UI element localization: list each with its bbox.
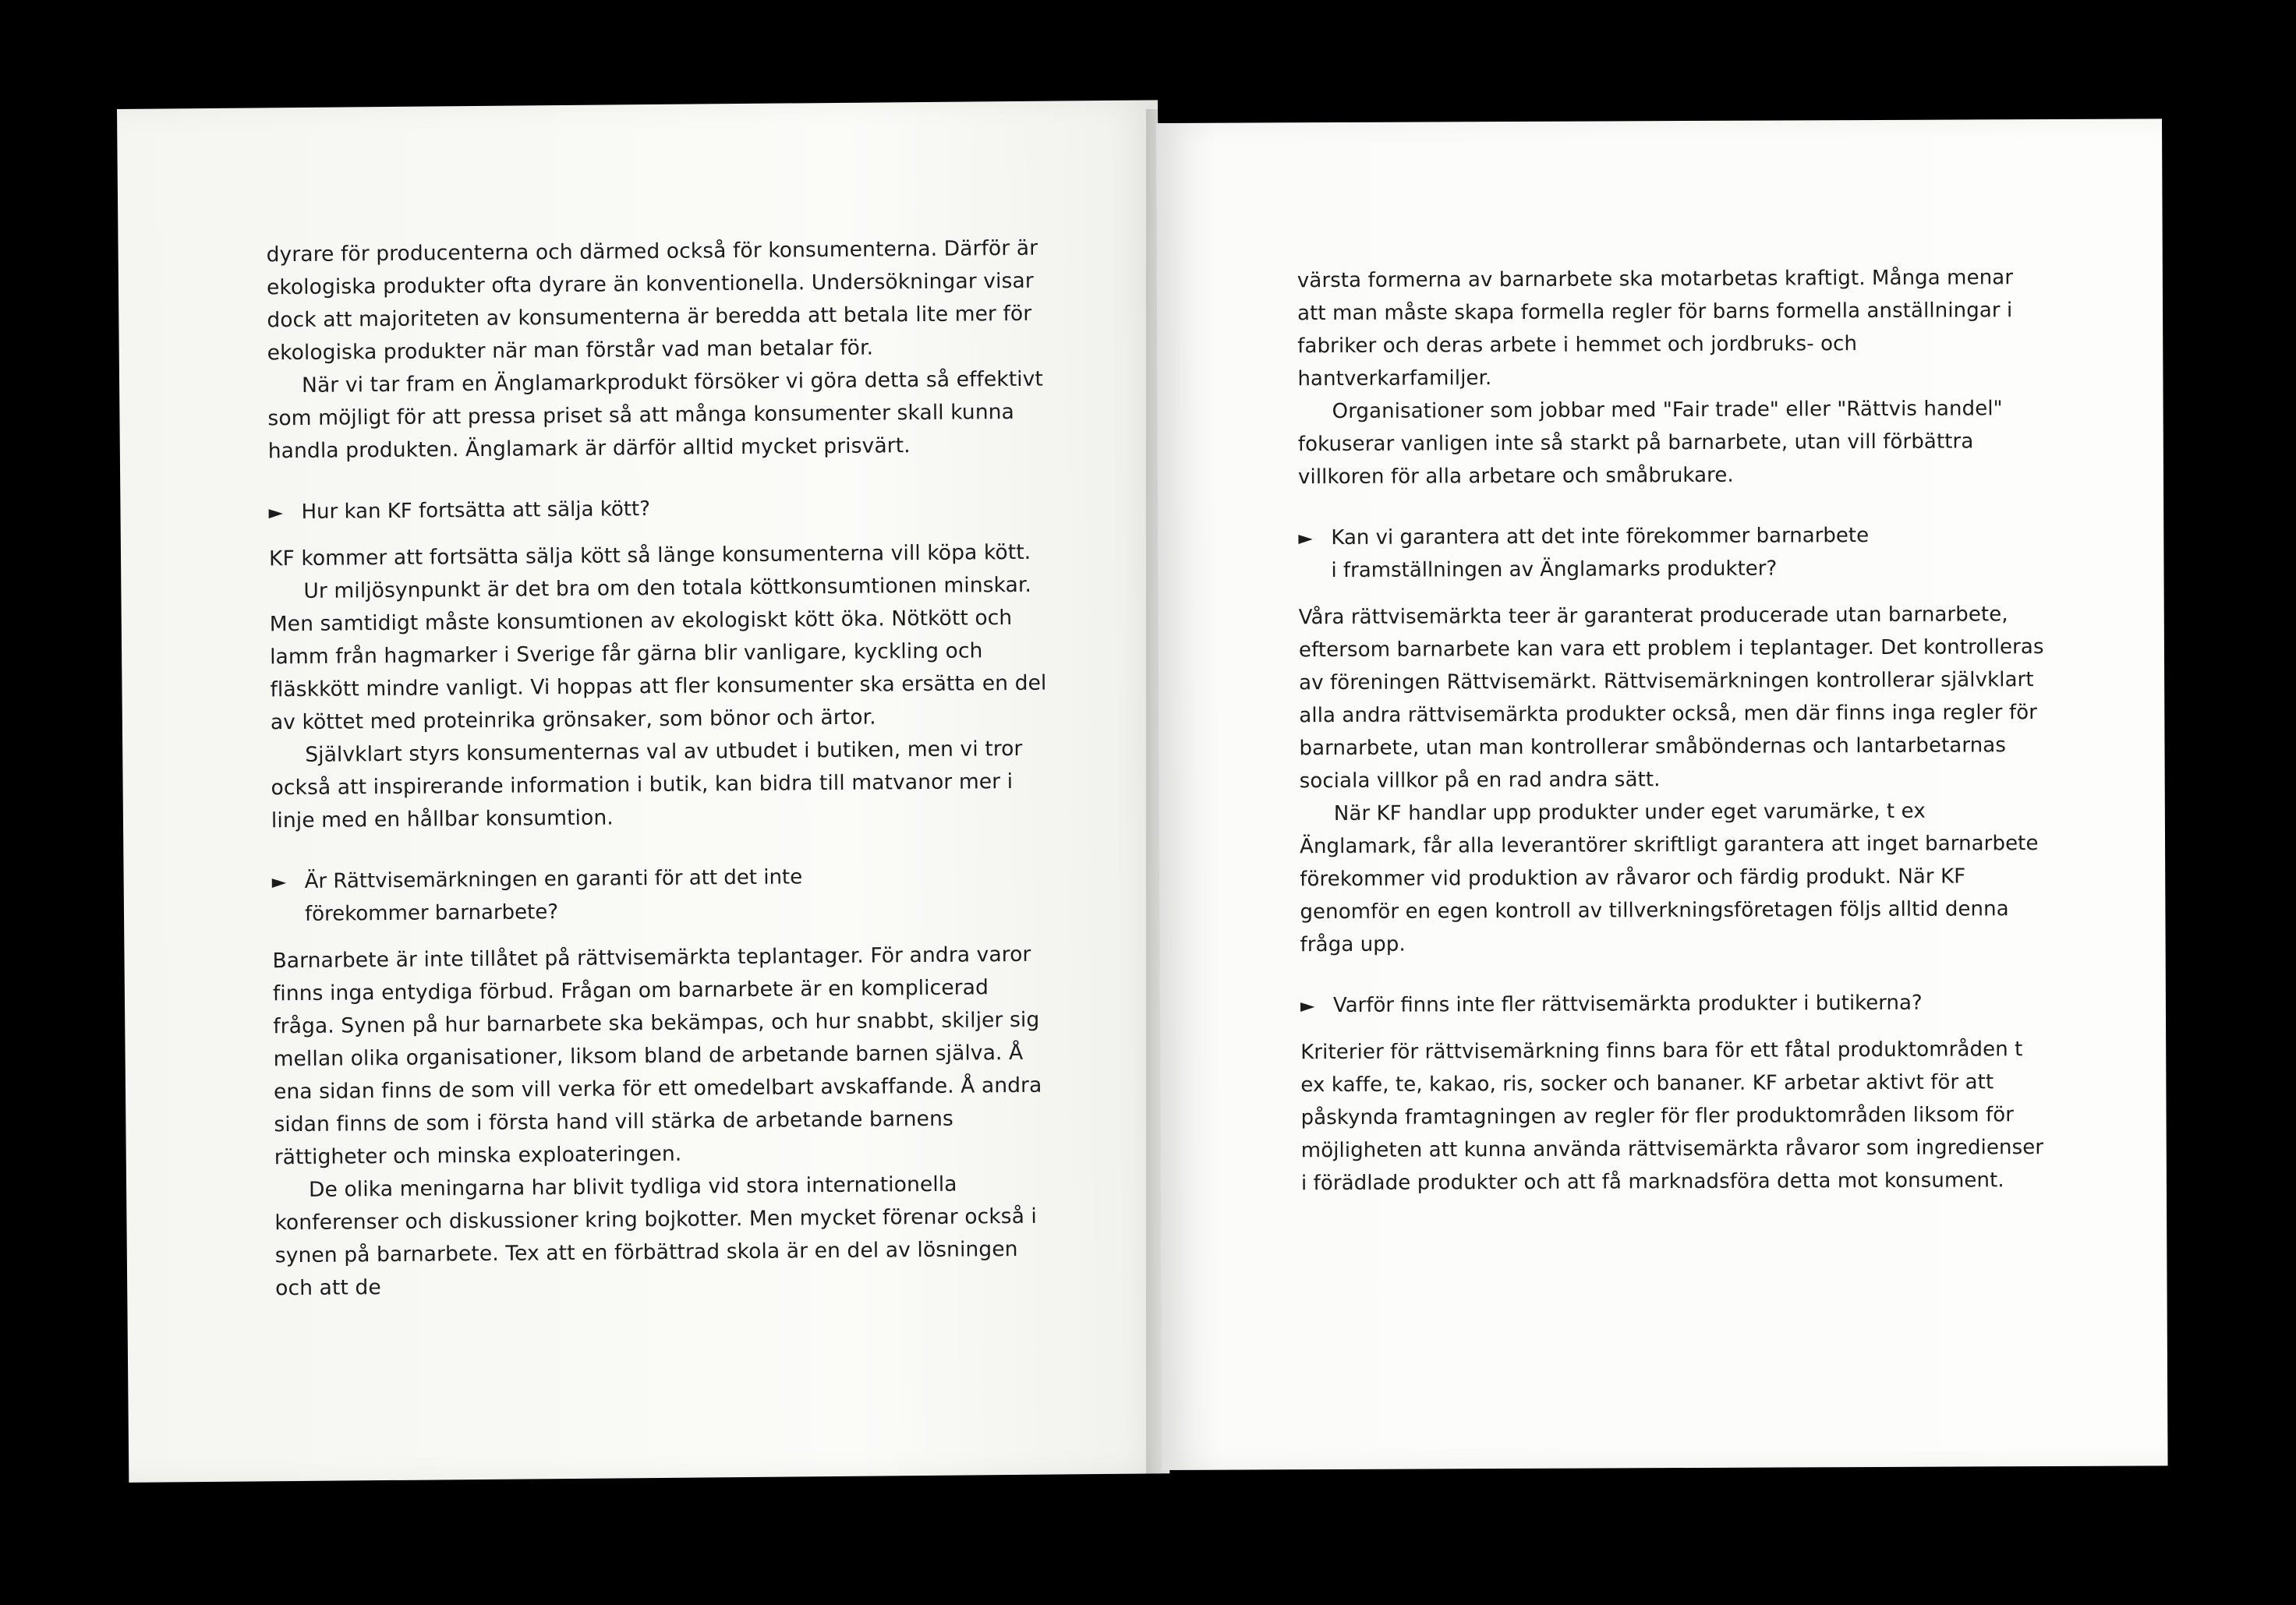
- left-answer-2-paragraph-1: Barnarbete är inte tillåtet på rättvisemärkta teplantager. För andra varor finns inga entydiga förbud. Frågan om barnarbete är en komplicerad fråga. Synen på hur barnarbete ska bekämpas, och hur snabbt, skiljer sig mellan olika organisationer, liksom bland de arbetande barnen själva. Å ena sidan finns de som vill verka för ett omedelbart avskaffande. Å andra sidan finns de som i första hand vill stärka de arbetande barnens rättigheter och minska exploateringen.: [272, 942, 1042, 1170]
- left-answer-1-paragraph-1: KF kommer att fortsätta sälja kött så länge konsumenterna vill köpa kött.: [268, 539, 1031, 571]
- right-page: [1156, 118, 2168, 1470]
- question-text: Kan vi garantera att det inte förekommer barnarbete i framställningen av Änglamarks produkter?: [1331, 524, 1870, 583]
- left-question-1: [268, 490, 1048, 529]
- left-answer-2-paragraph-2: De olika meningarna har blivit tydliga vid stora internationella konferenser och diskussioner kring bojkotter. Men mycket förenar också i synen på barnarbete. Tex att en förbättrad skola är en del av lösningen och att de: [274, 1172, 1038, 1301]
- right-page-text: [1297, 261, 2050, 1200]
- left-answer-1-paragraph-2: Ur miljösynpunkt är det bra om den totala köttkonsumtionen minskar. Men samtidigt måste konsumtionen av ekologiskt kött öka. Nötkött och lamm från hagmarker i Sverige får gärna blir vanligare, kyckling och fläskkött mindre vanligt. Vi hoppas att fler konsumenter ska ersätta en del av köttet med proteinrika grönsaker, som bönor och ärtor.: [269, 572, 1047, 735]
- right-paragraph-2: Organisationer som jobbar med "Fair trade" eller "Rättvis handel" fokuserar vanligen inte så starkt på barnarbete, utan vill förbättra villkoren för alla arbetare och småbrukare.: [1297, 397, 2003, 490]
- arrow-icon: ►: [271, 871, 287, 893]
- arrow-icon: ►: [1298, 527, 1313, 550]
- left-answer-1-paragraph-3: Självklart styrs konsumenternas val av utbudet i butiken, men vi tror också att inspirerande information i butik, kan bidra till matvanor mer i linje med en hållbar konsumtion.: [271, 736, 1023, 833]
- question-text: Är Rättvisemärkningen en garanti för att det inte förekommer barnarbete?: [304, 865, 803, 926]
- right-answer-1-paragraph-2: När KF handlar upp produkter under eget varumärke, t ex Änglamark, får alla leverantörer skriftligt garantera att inget barnarbete förekommer vid produktion av råvaror och färdig produkt. När KF genomför en egen kontroll av tillverkningsföretagen följs alltid denna fråga upp.: [1299, 799, 2039, 957]
- arrow-icon: ►: [1300, 995, 1315, 1017]
- left-page-text: [266, 232, 1055, 1306]
- left-question-2: [271, 859, 1052, 932]
- right-answer-2-paragraph-1: Kriterier för rättvisemärkning finns bara för ett fåtal produktområden t ex kaffe, te, kakao, ris, socker och bananer. KF arbetar aktivt för att påskynda framtagningen av regler för fler produktområden liksom för möjligheten att kunna använda rättvisemärkta råvaror som ingredienser i förädlade produkter och att få marknadsföra detta mot konsument.: [1300, 1038, 2044, 1196]
- question-text: Varför finns inte fler rättvisemärkta produkter i butikerna?: [1332, 991, 1923, 1018]
- right-paragraph-1: värsta formerna av barnarbete ska motarbetas kraftigt. Många menar att man måste skapa formella regler för barns formella anställningar i fabriker och deras arbete i hemmet och jordbruks- och hantverkarfamiljer.: [1297, 266, 2014, 391]
- left-page: [117, 100, 1169, 1483]
- right-question-1: [1298, 518, 2047, 587]
- left-paragraph-2: När vi tar fram en Änglamarkprodukt försöker vi göra detta så effektivt som möjligt för att pressa priset så att många konsumenter skall kunna handla produkten. Änglamark är därför alltid mycket prisvärt.: [267, 366, 1044, 464]
- left-paragraph-1: dyrare för producenterna och därmed också för konsumenterna. Därför är ekologiska produkter ofta dyrare än konventionella. Undersökningar visar dock att majoriteten av konsumenterna är beredda att betala lite mer för ekologiska produkter när man förstår vad man betalar för.: [266, 235, 1038, 366]
- right-answer-1-paragraph-1: Våra rättvisemärkta teer är garanterat producerade utan barnarbete, eftersom barnarbete kan vara ett problem i teplantager. Det kontrolleras av föreningen Rättvisemärkt. Rättvisemärkningen kontrollerar självklart alla andra rättvisemärkta produkter också, men där finns inga regler för barnarbete, utan man kontrollerar småböndernas och lantarbetarnas sociala villkor på en rad andra sätt.: [1298, 603, 2044, 794]
- question-text: Hur kan KF fortsätta att sälja kött?: [301, 497, 651, 524]
- arrow-icon: ►: [268, 501, 284, 524]
- right-question-2: [1300, 986, 2049, 1022]
